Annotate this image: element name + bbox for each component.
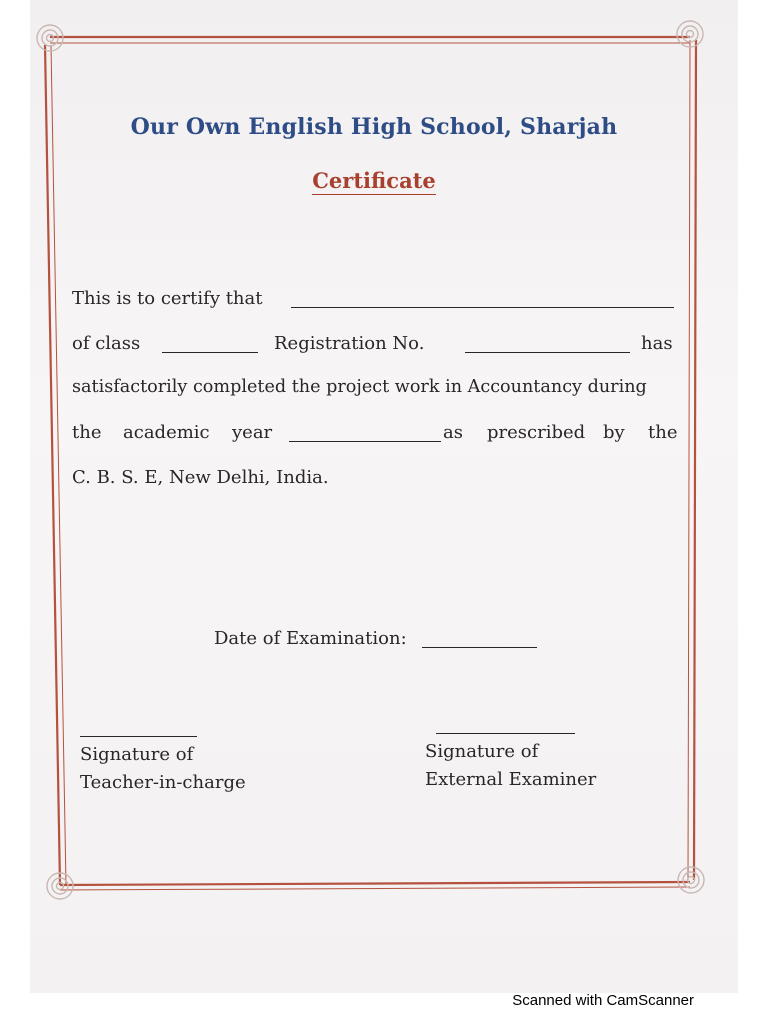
word-by: by: [603, 422, 625, 443]
certificate-title-text: Certificate: [312, 168, 436, 193]
school-name: Our Own English High School, Sharjah: [130, 114, 618, 140]
teacher-signature-label-1: Signature of: [80, 744, 194, 765]
registration-label: Registration No.: [274, 333, 425, 354]
examiner-signature-label-2: External Examiner: [425, 769, 597, 790]
word-as: as: [443, 422, 463, 443]
certificate-title: [60, 168, 688, 193]
academic-year-blank: [289, 441, 441, 442]
word-the-end: the: [648, 422, 678, 443]
word-academic: academic: [123, 422, 210, 443]
word-prescribed: prescribed: [487, 422, 586, 443]
date-of-examination-label: Date of Examination:: [214, 628, 407, 649]
examiner-signature-line: [436, 733, 575, 734]
word-year: year: [232, 422, 273, 443]
examiner-signature-label-1: Signature of: [425, 741, 539, 762]
certify-text: This is to certify that: [72, 288, 263, 309]
class-blank: [162, 352, 258, 353]
of-class-text: of class: [72, 333, 141, 354]
camscanner-watermark: Scanned with CamScanner: [512, 992, 694, 1009]
word-the: the: [72, 422, 102, 443]
corner-ornaments: [37, 21, 704, 899]
teacher-signature-line: [80, 736, 197, 737]
student-name-blank: [291, 307, 674, 308]
has-text: has: [641, 333, 673, 354]
board-text: C. B. S. E, New Delhi, India.: [72, 467, 329, 488]
completed-text: satisfactorily completed the project work in Accountancy during: [72, 377, 647, 397]
date-blank: [422, 647, 537, 648]
registration-blank: [465, 352, 630, 353]
teacher-signature-label-2: Teacher-in-charge: [80, 772, 246, 793]
